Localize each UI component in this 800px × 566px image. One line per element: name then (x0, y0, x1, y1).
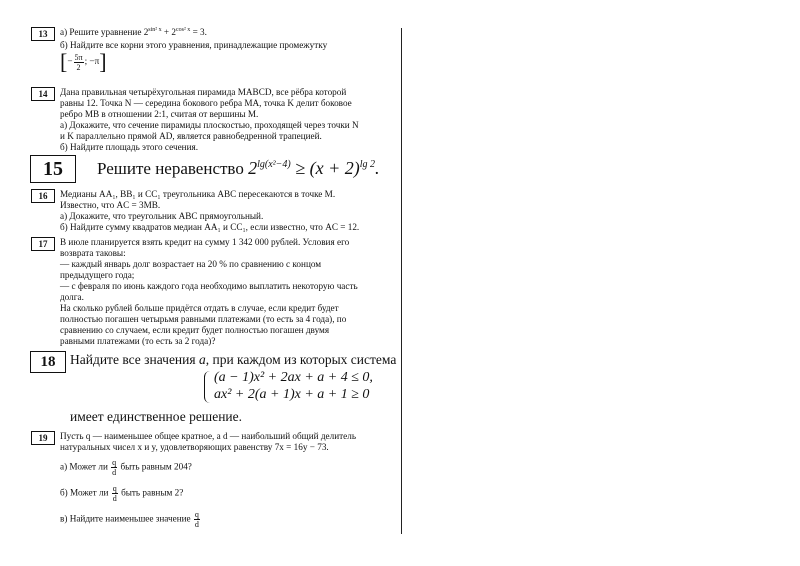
problem-16-number: 16 (31, 189, 55, 203)
problem-17-text (60, 237, 390, 347)
problem-19-b-fraction (112, 484, 118, 503)
problem-19-a-fraction (111, 458, 117, 477)
problem-15-text (97, 158, 397, 179)
problem-13-plus: + 2 (161, 27, 176, 37)
problem-16-text (60, 189, 390, 233)
frac-num-b: q (112, 484, 117, 493)
problem-16-line2: Известно, что AC = 3MB. (60, 200, 161, 210)
problem-17-number: 17 (31, 237, 55, 251)
problem-19-c-pre: в) Найдите наименьшее значение (60, 513, 193, 524)
frac-den-c: d (194, 520, 199, 529)
problem-17-line3: — каждый январь долг возрастает на 20 % по сравнению с концом (60, 259, 322, 269)
frac-den-a: d (112, 468, 117, 477)
interval-den: 2 (76, 62, 81, 72)
interval-num: 5π (74, 52, 83, 62)
problem-19-a-post: быть равным 204? (118, 461, 192, 472)
problem-15-end: . (375, 158, 380, 178)
problem-13-exp2: cos² x (175, 26, 191, 33)
frac-num-c: q (194, 510, 199, 519)
problem-19-c-fraction (194, 510, 200, 529)
problem-17-line10: равными платежами (то есть за 2 года)? (60, 336, 216, 346)
problem-14-line5: и K параллельно прямой AD, является равнобедренной трапецией. (60, 131, 322, 141)
problem-17-line7: На сколько рублей больше придётся отдать в случае, если кредит будет (60, 303, 339, 313)
problem-19-a-pre: а) Может ли (60, 461, 111, 472)
interval-fraction (74, 53, 84, 72)
problem-16-line4: б) Найдите сумму квадратов медиан AA₁ и CC₁, если известно, что AC = 12. (60, 222, 360, 232)
problem-13-text (60, 27, 390, 73)
problem-13-exp1: sin² x (148, 26, 162, 33)
problem-15-exp2: lg 2 (359, 159, 376, 170)
problem-17-line9: сравнению со случаем, если кредит будет полностью погашен двумя (60, 325, 330, 335)
problem-15-number: 15 (30, 155, 76, 183)
interval-minus: − (67, 56, 73, 67)
problem-19-b-pre: б) Может ли (60, 487, 111, 498)
frac-den-b: d (112, 494, 117, 503)
problem-19-number: 19 (31, 431, 55, 445)
problem-19-b (60, 484, 183, 503)
problem-13-b: б) Найдите все корни этого уравнения, принадлежащие промежутку (60, 40, 328, 50)
problem-19-line1: Пусть q — наименьшее общее кратное, а d — наибольший общий делитель (60, 431, 357, 441)
interval-rest: ; −π (84, 56, 100, 67)
problem-17-line8: полностью погашен четырьмя равными платежами (то есть за 4 года), по (60, 314, 347, 324)
problem-18-param: a (198, 352, 206, 367)
problem-16-line3: а) Докажите, что треугольник ABC прямоугольный. (60, 211, 264, 221)
problem-15-ge: ≥ (x + 2) (290, 158, 360, 178)
problem-15-prompt: Решите неравенство (97, 159, 249, 178)
problem-13-end: = 3. (190, 27, 207, 37)
problem-18-line1: Найдите все значения (70, 352, 199, 367)
problem-14-text (60, 87, 390, 153)
problem-15-exp1: lg(x²−4) (257, 159, 291, 170)
problem-14-line3: ребро MB в отношении 2:1, считая от вершины M. (60, 109, 259, 119)
system-brace (204, 371, 213, 403)
problem-18-number: 18 (30, 351, 66, 373)
problem-19-b-post: быть равным 2? (118, 487, 184, 498)
problem-19-a (60, 458, 192, 477)
problem-18-system (214, 369, 373, 403)
problem-17-line2: возврата таковы: (60, 248, 126, 258)
problem-19-text (60, 431, 390, 453)
problem-17-line1: В июле планируется взять кредит на сумму 1 342 000 рублей. Условия его (60, 237, 350, 247)
problem-18-prompt (70, 352, 400, 368)
problem-13-number: 13 (31, 27, 55, 41)
problem-19-line2: натуральных чисел x и y, удовлетворяющих равенству 7x = 16y − 73. (60, 442, 329, 452)
problem-15-base: 2 (248, 158, 258, 178)
frac-num-a: q (112, 458, 117, 467)
problem-14-line4: а) Докажите, что сечение пирамиды плоскостью, проходящей через точки N (60, 120, 359, 130)
problem-14-line1: Дана правильная четырёхугольная пирамида MABCD, все рёбра которой (60, 87, 347, 97)
problem-17-line4: предыдущего года; (60, 270, 135, 280)
problem-16-line1: Медианы AA₁, BB₁ и CC₁ треугольника ABC пересекаются в точке M. (60, 189, 336, 199)
problem-17-line5: — с февраля по июнь каждого года необходимо выплатить некоторую часть (60, 281, 358, 291)
problem-14-line2: равны 12. Точка N — середина бокового ребра MA, точка K делит боковое (60, 98, 352, 108)
problem-14-number: 14 (31, 87, 55, 101)
problem-18-eq1: (a − 1)x² + 2ax + a + 4 ≤ 0, (214, 370, 373, 385)
problem-13-a: а) Решите уравнение 2 (60, 27, 149, 37)
problem-14-line6: б) Найдите площадь этого сечения. (60, 142, 199, 152)
problem-18-eq2: ax² + 2(a + 1)x + a + 1 ≥ 0 (214, 387, 370, 402)
problem-18-line1-end: , при каждом из которых система (205, 352, 397, 367)
problem-18-line2: имеет единственное решение. (70, 409, 243, 424)
problem-19-c (60, 510, 201, 529)
problem-13-interval: [− $\frac{5\pi}{2}$ ; −π] (60, 49, 107, 74)
column-divider (401, 28, 402, 534)
problem-17-line6: долга. (60, 292, 84, 302)
